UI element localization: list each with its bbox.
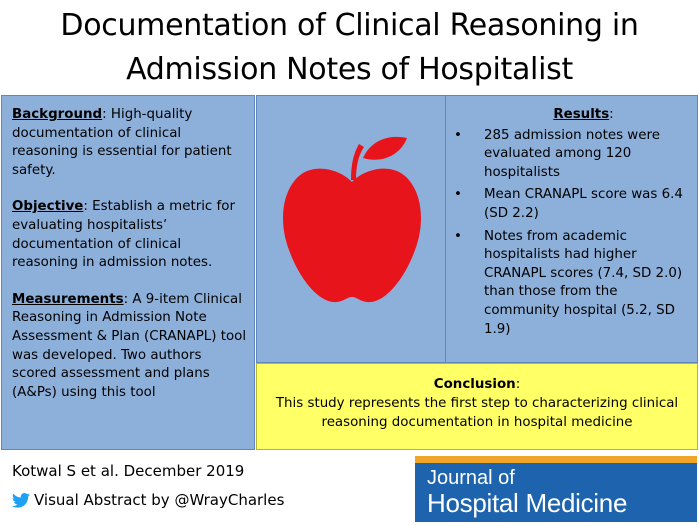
journal-logo xyxy=(415,456,697,522)
journal-name-line-1: Journal of xyxy=(427,467,515,489)
twitter-bird-icon xyxy=(12,493,30,508)
conclusion-panel xyxy=(256,363,698,450)
credit-line xyxy=(12,490,284,510)
conclusion-heading: Conclusion xyxy=(433,377,516,392)
measurements-section xyxy=(12,291,248,403)
result-text: 285 admission notes were evaluated among 120 hospitalists xyxy=(484,127,660,180)
objective-text: : Establish a metric for evaluating hospitalists’ documentation of clinical reasoning in admission notes. xyxy=(12,199,235,271)
measurements-text: : A 9-item Clinical Reasoning in Admission Note Assessment & Plan (CRANAPL) tool was developed. Two authors scored assessment and plans (A&Ps) using this tool xyxy=(12,291,247,400)
logo-stripe xyxy=(415,456,697,463)
citation: Kotwal S et al. December 2019 xyxy=(12,462,245,480)
objective-section xyxy=(12,198,248,272)
result-text: Notes from academic hospitalists had higher CRANAPL scores (7.4, SD 2.0) than those from the community hospital (5.2, SD 1.9) xyxy=(484,228,683,337)
result-text: Mean CRANAPL score was 6.4 (SD 2.2) xyxy=(484,187,683,221)
background-heading: Background xyxy=(12,107,103,122)
background-section xyxy=(12,106,248,180)
results-title xyxy=(446,106,691,125)
apple-icon xyxy=(279,132,425,304)
conclusion-colon: : xyxy=(515,377,521,392)
results-colon: : xyxy=(609,107,614,122)
list-item: • Mean CRANAPL score was 6.4 (SD 2.2) xyxy=(454,187,683,221)
results-heading: Results xyxy=(553,107,610,122)
background-text: : High-quality documentation of clinical reasoning is essential for patient safety. xyxy=(12,107,232,178)
title-line-1: Documentation of Clinical Reasoning in xyxy=(60,8,639,43)
journal-name-line-2: Hospital Medicine xyxy=(427,488,628,518)
methods-panel xyxy=(1,95,255,450)
page-title xyxy=(0,4,699,92)
conclusion-text: This study represents the first step to characterizing clinical reasoning documentation in hospital medicine xyxy=(275,396,679,430)
measurements-heading: Measurements xyxy=(12,291,124,307)
apple-panel xyxy=(256,95,446,363)
list-item: • 285 admission notes were evaluated among 120 hospitalists xyxy=(454,127,660,180)
results-panel xyxy=(446,95,698,363)
results-list xyxy=(446,127,691,340)
list-item: • Notes from academic hospitalists had higher CRANAPL scores (7.4, SD 2.0) than those from the community hospital (5.2, SD 1.9) xyxy=(454,228,683,337)
conclusion-title xyxy=(257,375,697,394)
title-line-2: Admission Notes of Hospitalist xyxy=(126,52,573,87)
credit-text: Visual Abstract by @WrayCharles xyxy=(34,491,285,509)
objective-heading: Objective xyxy=(12,199,84,215)
